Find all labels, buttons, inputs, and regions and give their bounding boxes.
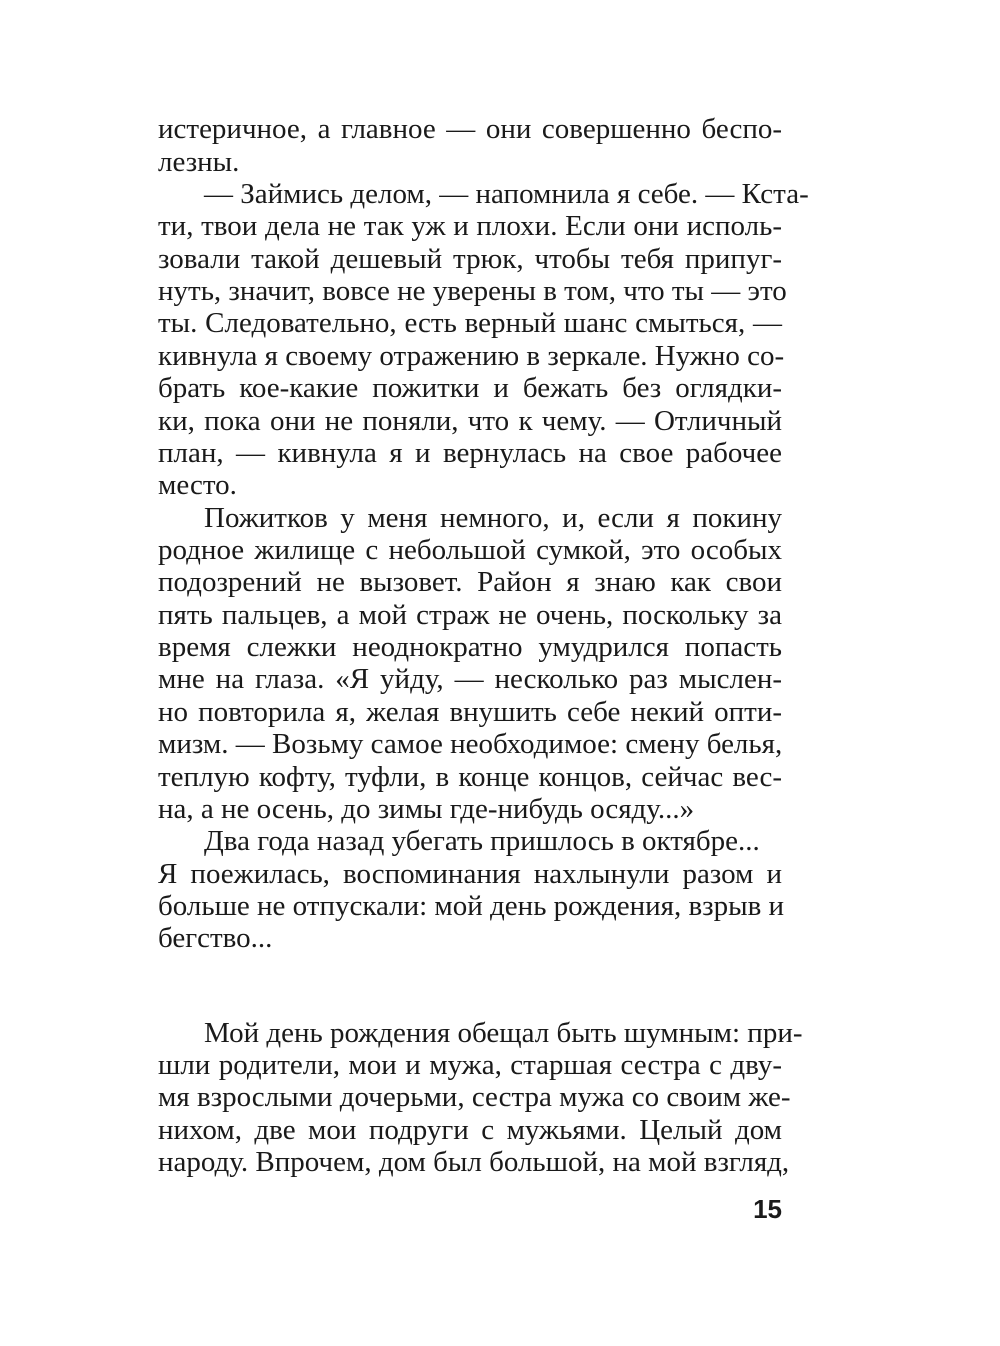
text-line: — Займись делом, — напомнила я себе. — Кста- xyxy=(204,178,809,210)
text-line: родное жилище с небольшой сумкой, это особых xyxy=(158,534,782,566)
text-line: время слежки неоднократно умудрился попасть xyxy=(158,631,782,663)
text-line: истеричное, а главное — они совершенно беспо- xyxy=(158,113,782,145)
text-line: но повторила я, желая внушить себе некий опти- xyxy=(158,696,782,728)
text-line: план, — кивнула я и вернулась на свое рабочее xyxy=(158,437,782,469)
text-line: на, а не осень, до зимы где-нибудь осяду...» xyxy=(158,793,695,825)
text-line: ки, пока они не поняли, что к чему. — Отличный xyxy=(158,405,782,437)
text-line: народу. Впрочем, дом был большой, на мой взгляд, xyxy=(158,1146,790,1178)
text-line: мне на глаза. «Я уйду, — несколько раз мыслен- xyxy=(158,663,782,695)
text-line: зовали такой дешевый трюк, чтобы тебя припуг- xyxy=(158,243,782,275)
text-line: Пожитков у меня немного, и, если я покину xyxy=(204,502,782,534)
text-line: лезны. xyxy=(158,146,240,178)
text-line: бегство... xyxy=(158,922,273,954)
text-line: пять пальцев, а мой страж не очень, поскольку за xyxy=(158,599,782,631)
text-line: ти, твои дела не так уж и плохи. Если они исполь- xyxy=(158,210,782,242)
text-line: больше не отпускали: мой день рождения, взрыв и xyxy=(158,890,785,922)
text-line: Мой день рождения обещал быть шумным: при- xyxy=(204,1017,803,1049)
page-number: 15 xyxy=(753,1194,782,1224)
text-line: Я поежилась, воспоминания нахлынули разом и xyxy=(158,858,782,890)
text-line: теплую кофту, туфли, в конце концов, сейчас вес- xyxy=(158,761,782,793)
text-line: нихом, две мои подруги с мужьями. Целый дом xyxy=(158,1114,782,1146)
text-line: мя взрослыми дочерьми, сестра мужа со своим же- xyxy=(158,1081,791,1113)
text-line: Два года назад убегать пришлось в октябре... xyxy=(204,825,760,857)
text-line: шли родители, мои и мужа, старшая сестра с дву- xyxy=(158,1049,782,1081)
text-line: нуть, значит, вовсе не уверены в том, что ты — это xyxy=(158,275,787,307)
text-line: кивнула я своему отражению в зеркале. Нужно со- xyxy=(158,340,785,372)
text-line: ты. Следовательно, есть верный шанс смыться, — xyxy=(158,307,782,339)
text-line: подозрений не вызовет. Район я знаю как свои xyxy=(158,566,782,598)
text-line: место. xyxy=(158,469,237,501)
text-line: мизм. — Возьму самое необходимое: смену белья, xyxy=(158,728,783,760)
text-line: брать кое-какие пожитки и бежать без оглядки- xyxy=(158,372,782,404)
